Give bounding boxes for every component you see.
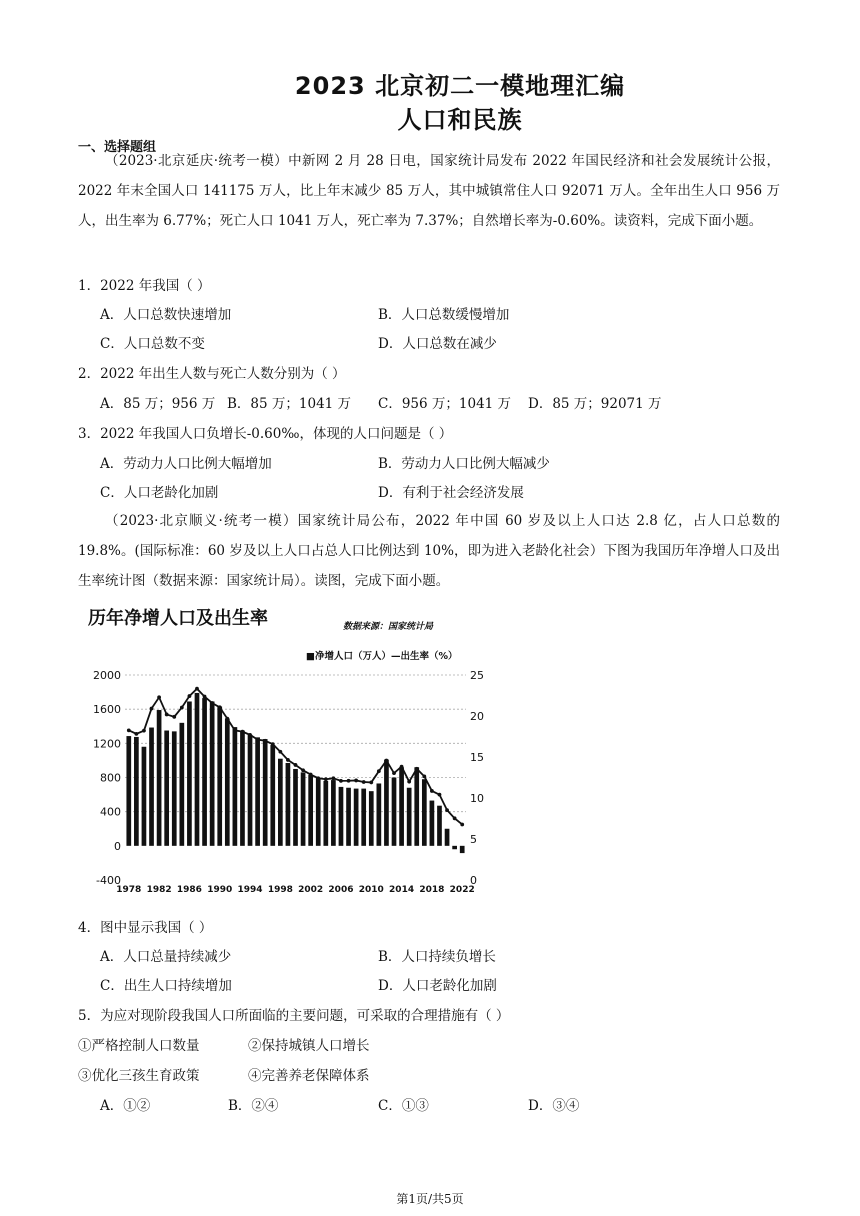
chart-left-tick-label: 800 xyxy=(100,771,121,785)
chart-right-tick-label: 10 xyxy=(470,792,484,805)
q1-option-b: B．人口总数缓慢增加 xyxy=(378,307,510,323)
chart-bar xyxy=(301,772,306,845)
q5-measure-3: ③优化三孩生育政策 xyxy=(78,1068,200,1084)
q1-option-a: A．人口总数快速增加 xyxy=(100,307,232,323)
chart-bar xyxy=(233,727,238,846)
chart-point xyxy=(203,695,207,699)
q3-option-c: C．人口老龄化加剧 xyxy=(100,485,219,501)
chart-bar xyxy=(445,829,450,846)
chart-left-tick-label: 2000 xyxy=(93,669,121,682)
chart-x-tick-label: 1982 xyxy=(146,885,172,895)
chart-bar xyxy=(134,737,139,846)
chart-bar xyxy=(164,731,169,846)
chart-x-tick-label: 1998 xyxy=(267,885,293,895)
chart-bar xyxy=(195,693,200,846)
chart-bar xyxy=(452,846,457,849)
chart-point xyxy=(157,695,161,699)
chart-point xyxy=(278,750,282,754)
chart-point xyxy=(172,715,176,719)
chart-bar xyxy=(142,747,147,846)
chart-bar xyxy=(270,745,275,846)
question-5-stem: 5．为应对现阶段我国人口所面临的主要问题，可采取的合理措施有（ ） xyxy=(78,1008,510,1024)
chart-point xyxy=(248,733,252,737)
chart-right-tick-label: 0 xyxy=(470,874,477,887)
q4-option-d: D．人口老龄化加剧 xyxy=(378,978,497,994)
chart-point xyxy=(233,729,237,733)
q4-option-c: C．出生人口持续增加 xyxy=(100,978,232,994)
chart-right-tick-label: 15 xyxy=(470,751,484,764)
q4-option-a: A．人口总量持续减少 xyxy=(100,949,232,965)
chart-point xyxy=(271,742,275,746)
question-4-stem: 4．图中显示我国（ ） xyxy=(78,920,213,936)
chart-bar xyxy=(157,710,162,846)
q5-option-a: A．①② xyxy=(100,1098,151,1114)
chart-point xyxy=(316,776,320,780)
chart-point xyxy=(362,780,366,784)
chart-point xyxy=(377,769,381,773)
chart-point xyxy=(347,779,351,783)
chart-bar xyxy=(437,806,442,846)
passage-group2: （2023·北京顺义·统考一模）国家统计局公布，2022 年中国 60 岁及以上人口达 2.8 亿，占人口总数的 19.8%。(国际标准：60 岁及以上人口占总人口比例达到 10%，即为进入老龄化社会）下图为我国历年净增人口及出生率统计图（数据来源：国家统计局）。读图，完成下面小题。 xyxy=(78,513,780,589)
chart-point xyxy=(324,777,328,781)
chart-point xyxy=(218,705,222,709)
chart-point xyxy=(369,781,373,785)
chart-svg xyxy=(78,600,498,900)
chart-point xyxy=(134,732,138,736)
chart-point xyxy=(294,763,298,767)
chart-right-tick-label: 25 xyxy=(470,669,484,682)
section-heading: 一、选择题组 xyxy=(78,140,157,155)
chart-point xyxy=(241,730,245,734)
chart-bar xyxy=(308,775,313,846)
chart-point xyxy=(385,759,389,763)
chart-x-tick-label: 2006 xyxy=(328,885,354,895)
chart-bar xyxy=(149,728,154,846)
q3-option-d: D．有利于社会经济发展 xyxy=(378,485,524,501)
page-footer: 第1页/共5页 xyxy=(396,1192,464,1206)
chart-point xyxy=(331,776,335,780)
chart-bar xyxy=(202,698,207,846)
q2-option-a: A．85 万；956 万 xyxy=(100,396,216,412)
chart-bar xyxy=(369,791,374,846)
chart-x-tick-label: 1986 xyxy=(176,885,202,895)
population-chart xyxy=(78,600,498,900)
chart-x-tick-label: 2014 xyxy=(389,885,415,895)
chart-point xyxy=(188,694,192,698)
q2-option-d: D．85 万；92071 万 xyxy=(528,396,662,412)
chart-bar xyxy=(316,778,321,846)
chart-bar xyxy=(286,763,291,846)
chart-x-tick-label: 2010 xyxy=(358,885,384,895)
chart-bar xyxy=(430,801,435,846)
chart-bar xyxy=(384,760,389,846)
chart-bar xyxy=(339,787,344,846)
chart-title: 历年净增人口及出生率 xyxy=(88,608,268,629)
chart-point xyxy=(165,713,169,717)
chart-bar xyxy=(361,789,366,846)
chart-left-tick-label: 1200 xyxy=(93,737,121,751)
chart-bar xyxy=(460,846,465,853)
chart-legend: ■净增人口（万人）—出生率（%） xyxy=(306,651,458,662)
chart-point xyxy=(180,706,184,710)
chart-point xyxy=(422,774,426,778)
q5-option-c: C．①③ xyxy=(378,1098,429,1114)
q5-measure-2: ②保持城镇人口增长 xyxy=(248,1038,370,1054)
chart-point xyxy=(430,789,434,793)
chart-bar xyxy=(354,789,359,846)
chart-point xyxy=(339,779,343,783)
chart-bar xyxy=(278,759,283,846)
chart-point xyxy=(286,758,290,762)
chart-bar xyxy=(407,788,412,846)
document-title: 2023 北京初二一模地理汇编 xyxy=(294,72,626,100)
chart-bar xyxy=(346,788,351,846)
chart-x-tick-label: 1994 xyxy=(237,885,263,895)
chart-x-tick-label: 2018 xyxy=(419,885,445,895)
chart-right-tick-label: 20 xyxy=(470,710,484,723)
chart-bar xyxy=(217,707,222,846)
chart-bar xyxy=(179,723,184,846)
chart-bar xyxy=(392,778,397,846)
q5-option-d: D．③④ xyxy=(528,1098,580,1114)
chart-point xyxy=(225,717,229,721)
q3-option-a: A．劳动力人口比例大幅增加 xyxy=(100,456,272,472)
chart-point xyxy=(415,767,419,771)
chart-point xyxy=(127,728,131,732)
chart-left-tick-label: -400 xyxy=(96,874,121,887)
chart-point xyxy=(150,707,154,711)
chart-point xyxy=(309,773,313,777)
passage-group1: （2023·北京延庆·统考一模）中新网 2 月 28 日电，国家统计局发布 2022 年国民经济和社会发展统计公报，2022 年末全国人口 141175 万人，比上年末减少 85 万人，其中城镇常住人口 92071 万人。全年出生人口 956 万人，出生率为 6.77%；死亡人口 1041 万人，死亡率为 7.37%；自然增长率为-0.60%。读资料，完成下面小题。 xyxy=(78,153,780,229)
chart-x-tick-label: 2022 xyxy=(449,885,475,895)
q5-measure-1: ①严格控制人口数量 xyxy=(78,1038,200,1054)
chart-bar xyxy=(210,701,215,845)
q2-option-c: C．956 万；1041 万 xyxy=(378,396,512,412)
chart-point xyxy=(195,687,199,691)
q5-option-b: B．②④ xyxy=(228,1098,279,1114)
chart-bar xyxy=(172,731,177,845)
chart-bar xyxy=(126,736,131,846)
chart-point xyxy=(256,738,260,742)
chart-bar xyxy=(331,780,336,846)
chart-point xyxy=(453,816,457,820)
chart-bar xyxy=(263,739,268,846)
q4-option-b: B．人口持续负增长 xyxy=(378,949,496,965)
q1-option-c: C．人口总数不变 xyxy=(100,336,205,352)
chart-right-tick-label: 5 xyxy=(470,833,477,846)
chart-point xyxy=(460,823,464,827)
question-1-stem: 1．2022 年我国（ ） xyxy=(78,278,211,294)
chart-bar xyxy=(255,737,260,845)
chart-bar xyxy=(323,781,328,846)
q3-option-b: B．劳动力人口比例大幅减少 xyxy=(378,456,550,472)
chart-point xyxy=(301,768,305,772)
chart-point xyxy=(354,779,358,783)
chart-bar xyxy=(377,783,382,845)
chart-point xyxy=(438,793,442,797)
chart-left-tick-label: 0 xyxy=(114,839,121,853)
chart-bar xyxy=(414,767,419,846)
chart-point xyxy=(400,765,404,769)
chart-bar xyxy=(240,731,245,846)
chart-x-tick-label: 2002 xyxy=(298,885,324,895)
question-2-stem: 2．2022 年出生人数与死亡人数分别为（ ） xyxy=(78,366,346,382)
chart-left-tick-label: 1600 xyxy=(93,703,121,717)
q2-option-b: B．85 万；1041 万 xyxy=(227,396,352,412)
chart-bar xyxy=(187,701,192,845)
chart-x-tick-label: 1990 xyxy=(207,885,233,895)
chart-point xyxy=(263,739,267,743)
chart-bar xyxy=(293,769,298,846)
q5-measure-4: ④完善养老保障体系 xyxy=(248,1068,370,1084)
chart-point xyxy=(392,771,396,775)
chart-bar xyxy=(225,719,230,846)
chart-bar xyxy=(422,779,427,846)
question-3-stem: 3．2022 年我国人口负增长-0.60‰，体现的人口问题是（ ） xyxy=(78,426,453,442)
chart-source: 数据来源：国家统计局 xyxy=(343,622,434,632)
chart-bar xyxy=(399,767,404,846)
chart-point xyxy=(210,701,214,705)
chart-point xyxy=(142,729,146,733)
chart-point xyxy=(445,808,449,812)
chart-point xyxy=(407,780,411,784)
chart-bar xyxy=(248,735,253,846)
q1-option-d: D．人口总数在减少 xyxy=(378,336,497,352)
chart-x-tick-label: 1978 xyxy=(116,885,142,895)
document-subtitle: 人口和民族 xyxy=(397,106,523,134)
chart-left-tick-label: 400 xyxy=(100,805,121,819)
